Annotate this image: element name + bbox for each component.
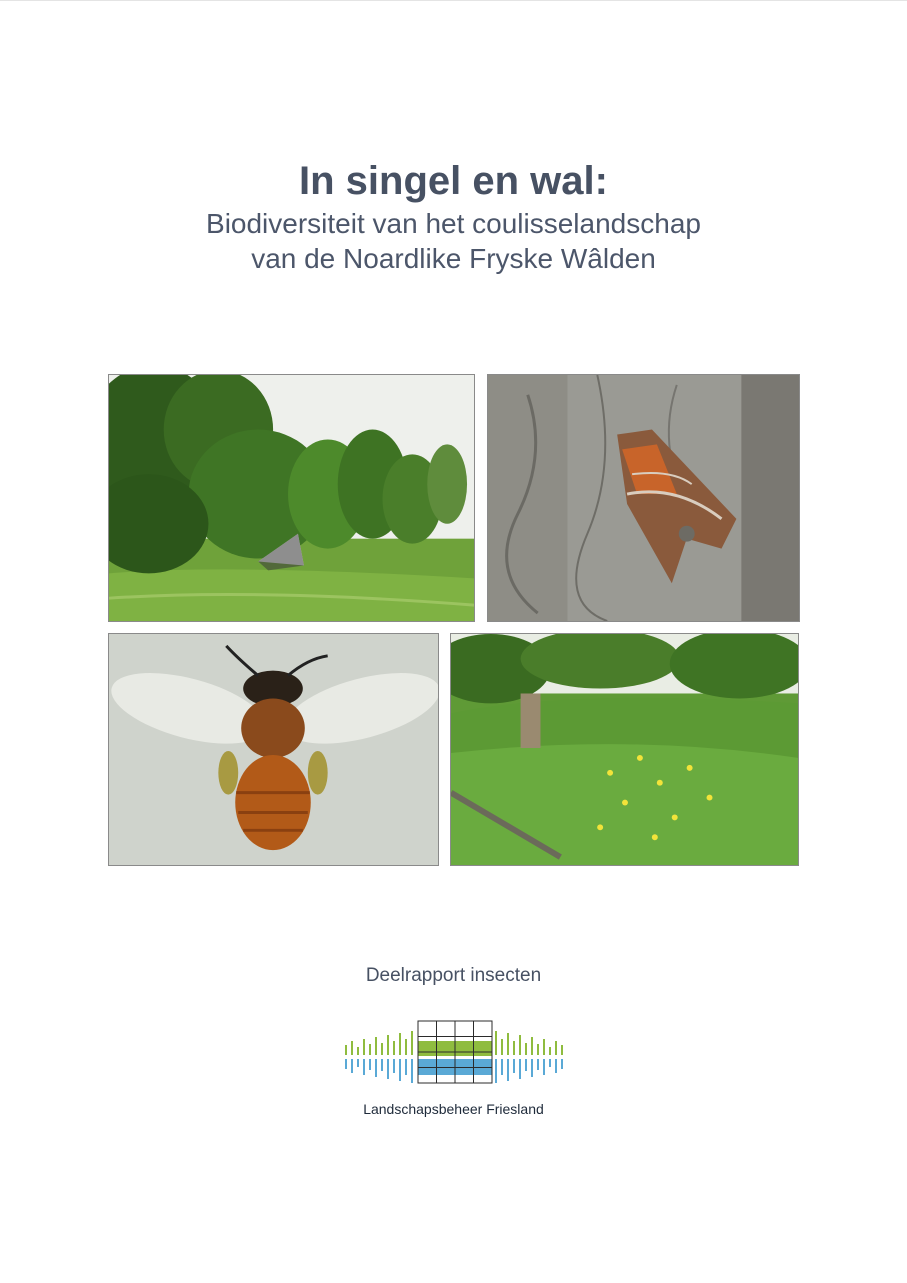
moth-photo [487,374,800,622]
top-rule [0,0,907,1]
report-title: In singel en wal: [299,159,608,203]
bee-photo [108,633,439,866]
subtitle-line-1: Biodiversiteit van het coulisselandschap [206,208,701,239]
report-type-label: Deelrapport insecten [365,965,542,986]
landschapsbeheer-logo [338,1019,570,1091]
organization-name: Landschapsbeheer Friesland [363,1101,544,1117]
report-subtitle [0,206,907,276]
hedgerow-photo [108,374,475,622]
subtitle-line-2: van de Noardlike Fryske Wâlden [251,243,656,274]
grassy-bank-photo [450,633,799,866]
